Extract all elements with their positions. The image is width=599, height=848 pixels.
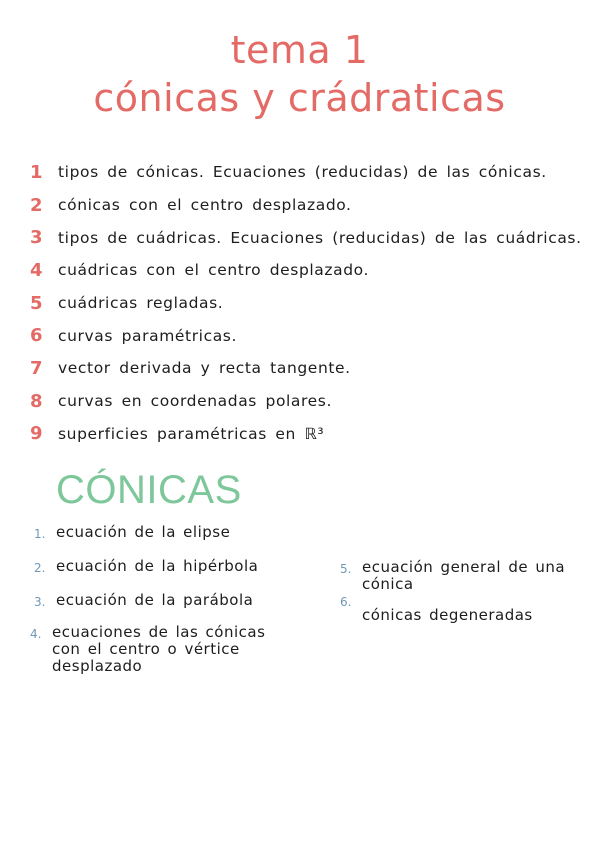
- toc-item: [30, 418, 582, 451]
- toc-item-number: 2: [30, 194, 43, 216]
- subtopic-number: 4.: [30, 627, 42, 641]
- toc-item: [30, 254, 582, 287]
- subtopic-item: [340, 592, 533, 624]
- toc-item-number: 4: [30, 259, 43, 281]
- subtopic-item: [34, 592, 253, 609]
- toc-item-number: 9: [30, 423, 43, 445]
- page-title-line-1: tema 1: [230, 28, 369, 72]
- subtopic-item: [34, 524, 230, 541]
- toc-item-number: 3: [30, 227, 43, 249]
- toc-item: [30, 385, 582, 418]
- subtopic-number: 5.: [340, 562, 352, 576]
- toc-item-text: cuádricas regladas.: [58, 294, 224, 313]
- subtopic-text: cónicas degeneradas: [362, 606, 533, 624]
- section-title: CÓNICAS: [56, 468, 242, 512]
- subtopic-text: ecuaciones de las cónicas con el centro o vértice desplazado: [52, 623, 266, 675]
- subtopic-item: [340, 559, 592, 593]
- subtopic-text: ecuación general de una cónica: [362, 558, 566, 593]
- subtopic-number: 2.: [34, 561, 46, 575]
- subtopic-item: [34, 558, 258, 575]
- toc-item-number: 7: [30, 357, 43, 379]
- page-title-line-2: cónicas y crádraticas: [93, 76, 506, 120]
- toc-item-text: superficies paramétricas en ℝ³: [58, 424, 325, 443]
- toc-item-text: curvas en coordenadas polares.: [58, 392, 333, 411]
- toc-item-text: vector derivada y recta tangente.: [58, 359, 351, 378]
- subtopic-number: 3.: [34, 595, 46, 609]
- toc-item-text: cónicas con el centro desplazado.: [58, 196, 352, 215]
- toc-item-text: tipos de cuádricas. Ecuaciones (reducidas) de las cuádricas.: [58, 228, 582, 247]
- toc-item: [30, 221, 582, 254]
- toc-item-text: cuádricas con el centro desplazado.: [58, 261, 370, 280]
- toc-item: [30, 352, 582, 385]
- toc-item-number: 8: [30, 390, 43, 412]
- toc-item-text: curvas paramétricas.: [58, 326, 238, 345]
- table-of-contents: [30, 156, 582, 450]
- toc-item: [30, 319, 582, 352]
- toc-item-number: 5: [30, 292, 43, 314]
- subtopic-text: ecuación de la parábola: [56, 591, 254, 609]
- toc-item: [30, 156, 582, 189]
- toc-item: [30, 287, 582, 320]
- toc-item: [30, 189, 582, 222]
- toc-item-number: 1: [30, 161, 43, 183]
- toc-item-number: 6: [30, 325, 43, 347]
- subtopic-number: 1.: [34, 527, 46, 541]
- subtopic-item: [30, 624, 292, 675]
- subtopic-number: 6.: [340, 595, 352, 609]
- subtopic-text: ecuación de la elipse: [56, 523, 231, 541]
- toc-item-text: tipos de cónicas. Ecuaciones (reducidas) de las cónicas.: [58, 163, 547, 182]
- subtopic-text: ecuación de la hipérbola: [56, 557, 259, 575]
